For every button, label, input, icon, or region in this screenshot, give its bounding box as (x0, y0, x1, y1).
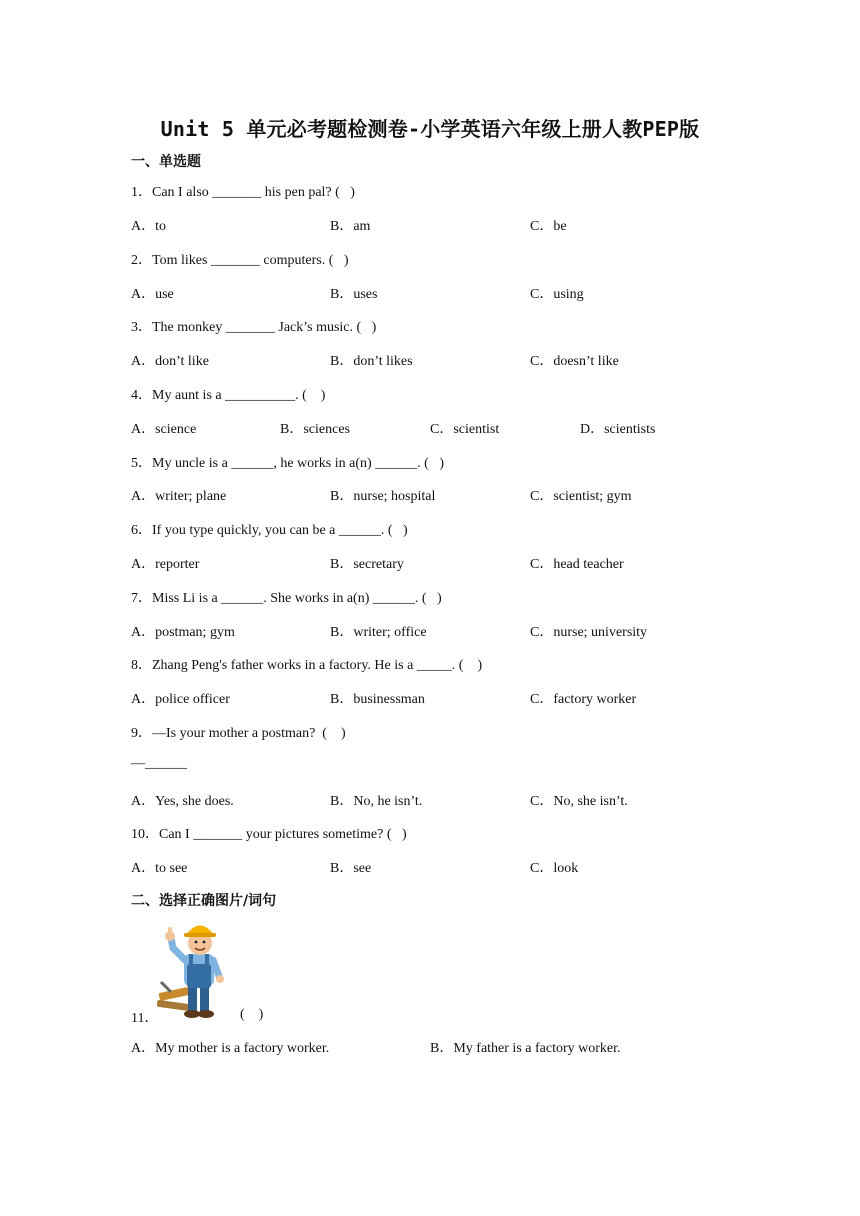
q1-option-b: B．am (330, 219, 371, 234)
question-4: 4．My aunt is a __________. ( ) (131, 388, 326, 403)
section-heading-picture-choice: 二、选择正确图片/词句 (131, 893, 277, 909)
question-9: 9．—Is your mother a postman? ( ) (131, 726, 346, 741)
q10-option-b: B．see (330, 861, 372, 876)
q3-option-c: C．doesn’t like (530, 354, 619, 369)
question-3: 3．The monkey _______ Jack’s music. ( ) (131, 320, 377, 335)
page-title: Unit 5 单元必考题检测卷-小学英语六年级上册人教PEP版 (160, 117, 700, 141)
question-5: 5．My uncle is a ______, he works in a(n) ______. ( ) (131, 456, 445, 471)
q3-option-a: A．don’t like (131, 354, 209, 369)
q7-option-b: B．writer; office (330, 625, 427, 640)
question-8: 8．Zhang Peng's father works in a factory. He is a _____. ( ) (131, 658, 483, 673)
q1-option-a: A．to (131, 219, 166, 234)
q9-option-c: C．No, she isn’t. (530, 794, 628, 809)
question-1: 1．Can I also _______ his pen pal? ( ) (131, 185, 355, 200)
factory-worker-illustration-icon (155, 918, 227, 1020)
question-11-answer-paren: ( ) (240, 1007, 264, 1022)
q4-option-b: B．sciences (280, 422, 350, 437)
question-9-response-line: —______ (131, 756, 187, 771)
q8-option-a: A．police officer (131, 692, 230, 707)
q4-option-d: D．scientists (580, 422, 656, 437)
q7-option-a: A．postman; gym (131, 625, 235, 640)
q1-option-c: C．be (530, 219, 567, 234)
q7-option-c: C．nurse; university (530, 625, 648, 640)
q5-option-b: B．nurse; hospital (330, 489, 436, 504)
q9-option-b: B．No, he isn’t. (330, 794, 423, 809)
question-6: 6．If you type quickly, you can be a ______. ( ) (131, 523, 408, 538)
q4-option-a: A．science (131, 422, 197, 437)
question-2: 2．Tom likes _______ computers. ( ) (131, 253, 349, 268)
question-7: 7．Miss Li is a ______. She works in a(n) ______. ( ) (131, 591, 442, 606)
q10-option-c: C．look (530, 861, 579, 876)
q4-option-c: C．scientist (430, 422, 500, 437)
q2-option-c: C．using (530, 287, 584, 302)
q9-option-a: A．Yes, she does. (131, 794, 234, 809)
q6-option-a: A．reporter (131, 557, 200, 572)
q11-option-a: A．My mother is a factory worker. (131, 1041, 330, 1056)
q3-option-b: B．don’t likes (330, 354, 413, 369)
q2-option-a: A．use (131, 287, 174, 302)
section-heading-single-choice: 一、单选题 (131, 154, 201, 170)
q5-option-c: C．scientist; gym (530, 489, 632, 504)
q5-option-a: A．writer; plane (131, 489, 227, 504)
q8-option-b: B．businessman (330, 692, 425, 707)
q11-option-b: B．My father is a factory worker. (430, 1041, 621, 1056)
question-11-number: 11． (131, 1011, 159, 1026)
question-10: 10．Can I _______ your pictures sometime? ( ) (131, 827, 407, 842)
q10-option-a: A．to see (131, 861, 188, 876)
q6-option-c: C．head teacher (530, 557, 624, 572)
q2-option-b: B．uses (330, 287, 378, 302)
q8-option-c: C．factory worker (530, 692, 637, 707)
q6-option-b: B．secretary (330, 557, 404, 572)
